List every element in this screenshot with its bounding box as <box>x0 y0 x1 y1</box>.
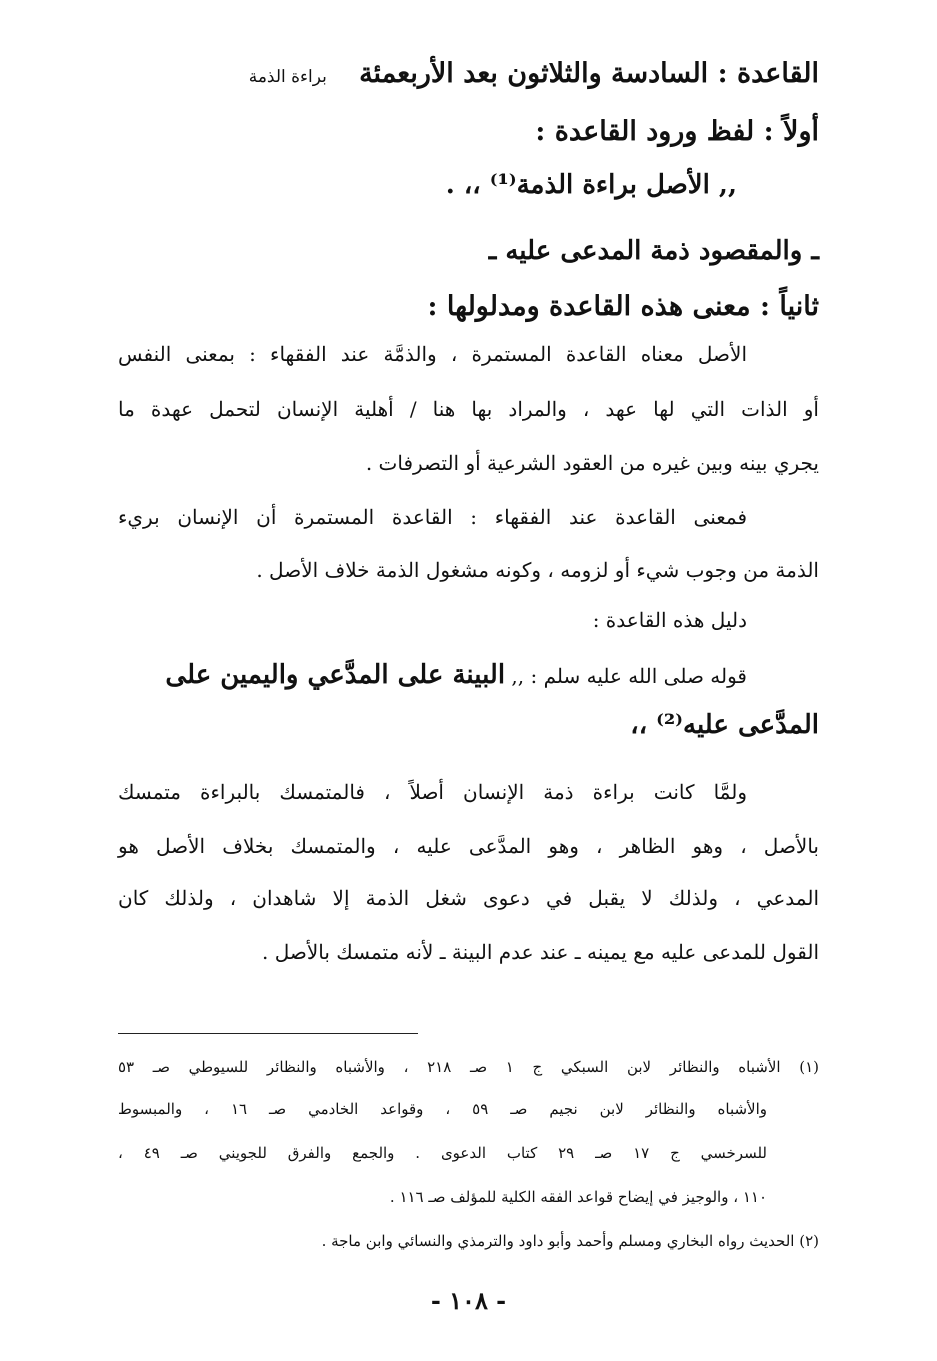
footnote-1-line-3: للسرخسي ج ١٧ صـ ٢٩ كتاب الدعوى . والجمع والفرق للجويني صـ ٤٩ ، <box>118 1144 767 1162</box>
para3-line-1: ولمَّا كانت براءة ذمة الإنسان أصلاً ، فالمتمسك بالبراءة متمسك <box>118 780 747 804</box>
page-number: - ١٠٨ - <box>430 1286 507 1315</box>
section2-heading: ثانياً : معنى هذه القاعدة ومدلولها : <box>427 291 819 322</box>
rule-topic: براءة الذمة <box>248 67 327 87</box>
footnote-2: (٢) الحديث رواه البخاري ومسلم وأحمد وأبو داود والترمذي والنسائي وابن ماجة . <box>321 1232 819 1250</box>
para2-line-1: فمعنى القاعدة عند الفقهاء : القاعدة المستمرة أن الإنسان بريء <box>118 505 747 529</box>
para1-line-2: أو الذات التي لها عهد ، والمراد بها هنا / أهلية الإنسان لتحمل عهدة ما <box>118 397 819 421</box>
para3-line-4: القول للمدعى عليه مع يمينه ـ عند عدم البينة ـ لأنه متمسك بالأصل . <box>262 940 819 964</box>
para1-line-1: الأصل معناه القاعدة المستمرة ، والذمَّة عند الفقهاء : بمعنى النفس <box>118 342 747 366</box>
footnote-1-line-2: والأشباه والنظائر لابن نجيم صـ ٥٩ ، وقواعد الخادمي صـ ١٦ ، والمبسوط <box>118 1100 768 1118</box>
hadith-intro: قوله صلى الله عليه سلم : ,, <box>505 664 747 688</box>
section1-heading: أولاً : لفظ ورود القاعدة : <box>535 116 819 147</box>
evidence-heading: دليل هذه القاعدة : <box>592 608 747 632</box>
hadith-text-2: المدَّعى عليه⁽²⁾ ،، <box>630 710 819 740</box>
footnote-separator <box>118 1033 418 1034</box>
para3-line-3: المدعي ، ولذلك لا يقبل في دعوى شغل الذمة إلا شاهدان ، ولذلك كان <box>118 886 820 910</box>
footnote-1-line-1: (١) الأشباه والنظائر لابن السبكي ج ١ صـ ٢١٨ ، والأشباه والنظائر للسيوطي صـ ٥٣ <box>118 1058 819 1076</box>
header-line <box>118 58 819 89</box>
footnote-1-line-4: ١١٠ ، والوجيز في إيضاح قواعد الفقه الكلية للمؤلف صـ ١١٦ . <box>389 1188 767 1206</box>
rule-title: القاعدة : السادسة والثلاثون بعد الأربعمئة <box>359 58 819 89</box>
hadith-line-1 <box>118 660 747 690</box>
intended-meaning: ـ والمقصود ذمة المدعى عليه ـ <box>488 236 819 266</box>
rule-statement: ,, الأصل براءة الذمة⁽¹⁾ ،، . <box>445 170 737 200</box>
para3-line-2: بالأصل ، وهو الظاهر ، وهو المدَّعى عليه ، والمتمسك بخلاف الأصل هو <box>118 834 819 858</box>
hadith-text-1: البينة على المدَّعي واليمين على <box>165 660 506 690</box>
para1-line-3: يجري بينه وبين غيره من العقود الشرعية أو التصرفات . <box>365 451 819 475</box>
para2-line-2: الذمة من وجوب شيء أو لزومه ، وكونه مشغول الذمة خلاف الأصل . <box>256 558 819 582</box>
